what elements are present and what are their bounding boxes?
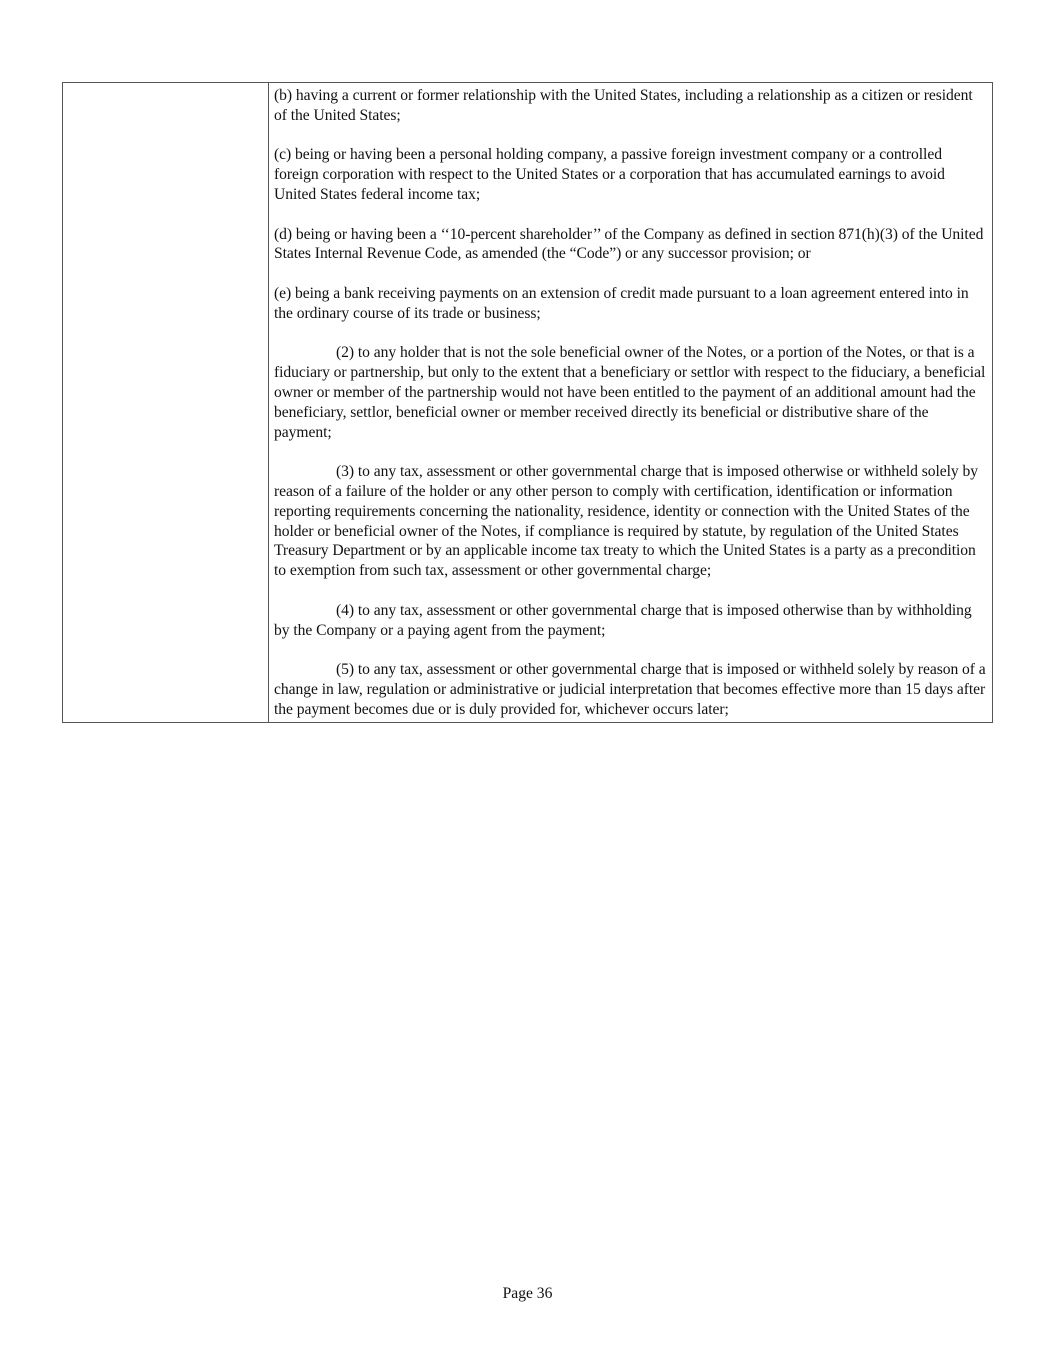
table-right-cell (269, 83, 992, 722)
table-left-cell (63, 83, 269, 722)
paragraph-3: (3) to any tax, assessment or other governmental charge that is imposed otherwise or withheld solely by reason of a failure of the holder or any other person to comply with certification, identification or information reporting requirements concerning the nationality, residence, identity or connection with the United States of the holder or beneficial owner of the Notes, if compliance is required by statute, by regulation of the United States Treasury Department or by an applicable income tax treaty to which the United States is a party as a precondition to exemption from such tax, assessment or other governmental charge; (274, 463, 978, 580)
content-table (62, 82, 993, 723)
paragraph-4: (4) to any tax, assessment or other governmental charge that is imposed otherwise than by withholding by the Company or a paying agent from the payment; (274, 601, 972, 639)
paragraph-5: (5) to any tax, assessment or other governmental charge that is imposed or withheld solely by reason of a change in law, regulation or administrative or judicial interpretation that becomes effective more than 15 days after the payment becomes due or is duly provided for, whichever occurs later; (274, 661, 986, 718)
paragraph-2: (2) to any holder that is not the sole beneficial owner of the Notes, or a portion of the Notes, or that is a fiduciary or partnership, but only to the extent that a beneficiary or settlor with respect to the fiduciary, a beneficial owner or member of the partnership would not have been entitled to the payment of an additional amount had the beneficiary, settlor, beneficial owner or member received directly its beneficial or distributive share of the payment; (274, 344, 986, 441)
page-number: Page 36 (502, 1285, 553, 1302)
paragraph-c: (c) being or having been a personal holding company, a passive foreign investment company or a controlled foreign corporation with respect to the United States or a corporation that has accumulated earnings to avoid United States federal income tax; (274, 146, 945, 203)
paragraph-d: (d) being or having been a ‘‘10-percent shareholder’’ of the Company as defined in section 871(h)(3) of the United States Internal Revenue Code, as amended (the “Code”) or any successor provision; or (274, 225, 984, 263)
paragraph-e: (e) being a bank receiving payments on an extension of credit made pursuant to a loan agreement entered into in the ordinary course of its trade or business; (274, 284, 969, 322)
paragraph-b: (b) having a current or former relationship with the United States, including a relationship as a citizen or resident of the United States; (274, 87, 973, 124)
